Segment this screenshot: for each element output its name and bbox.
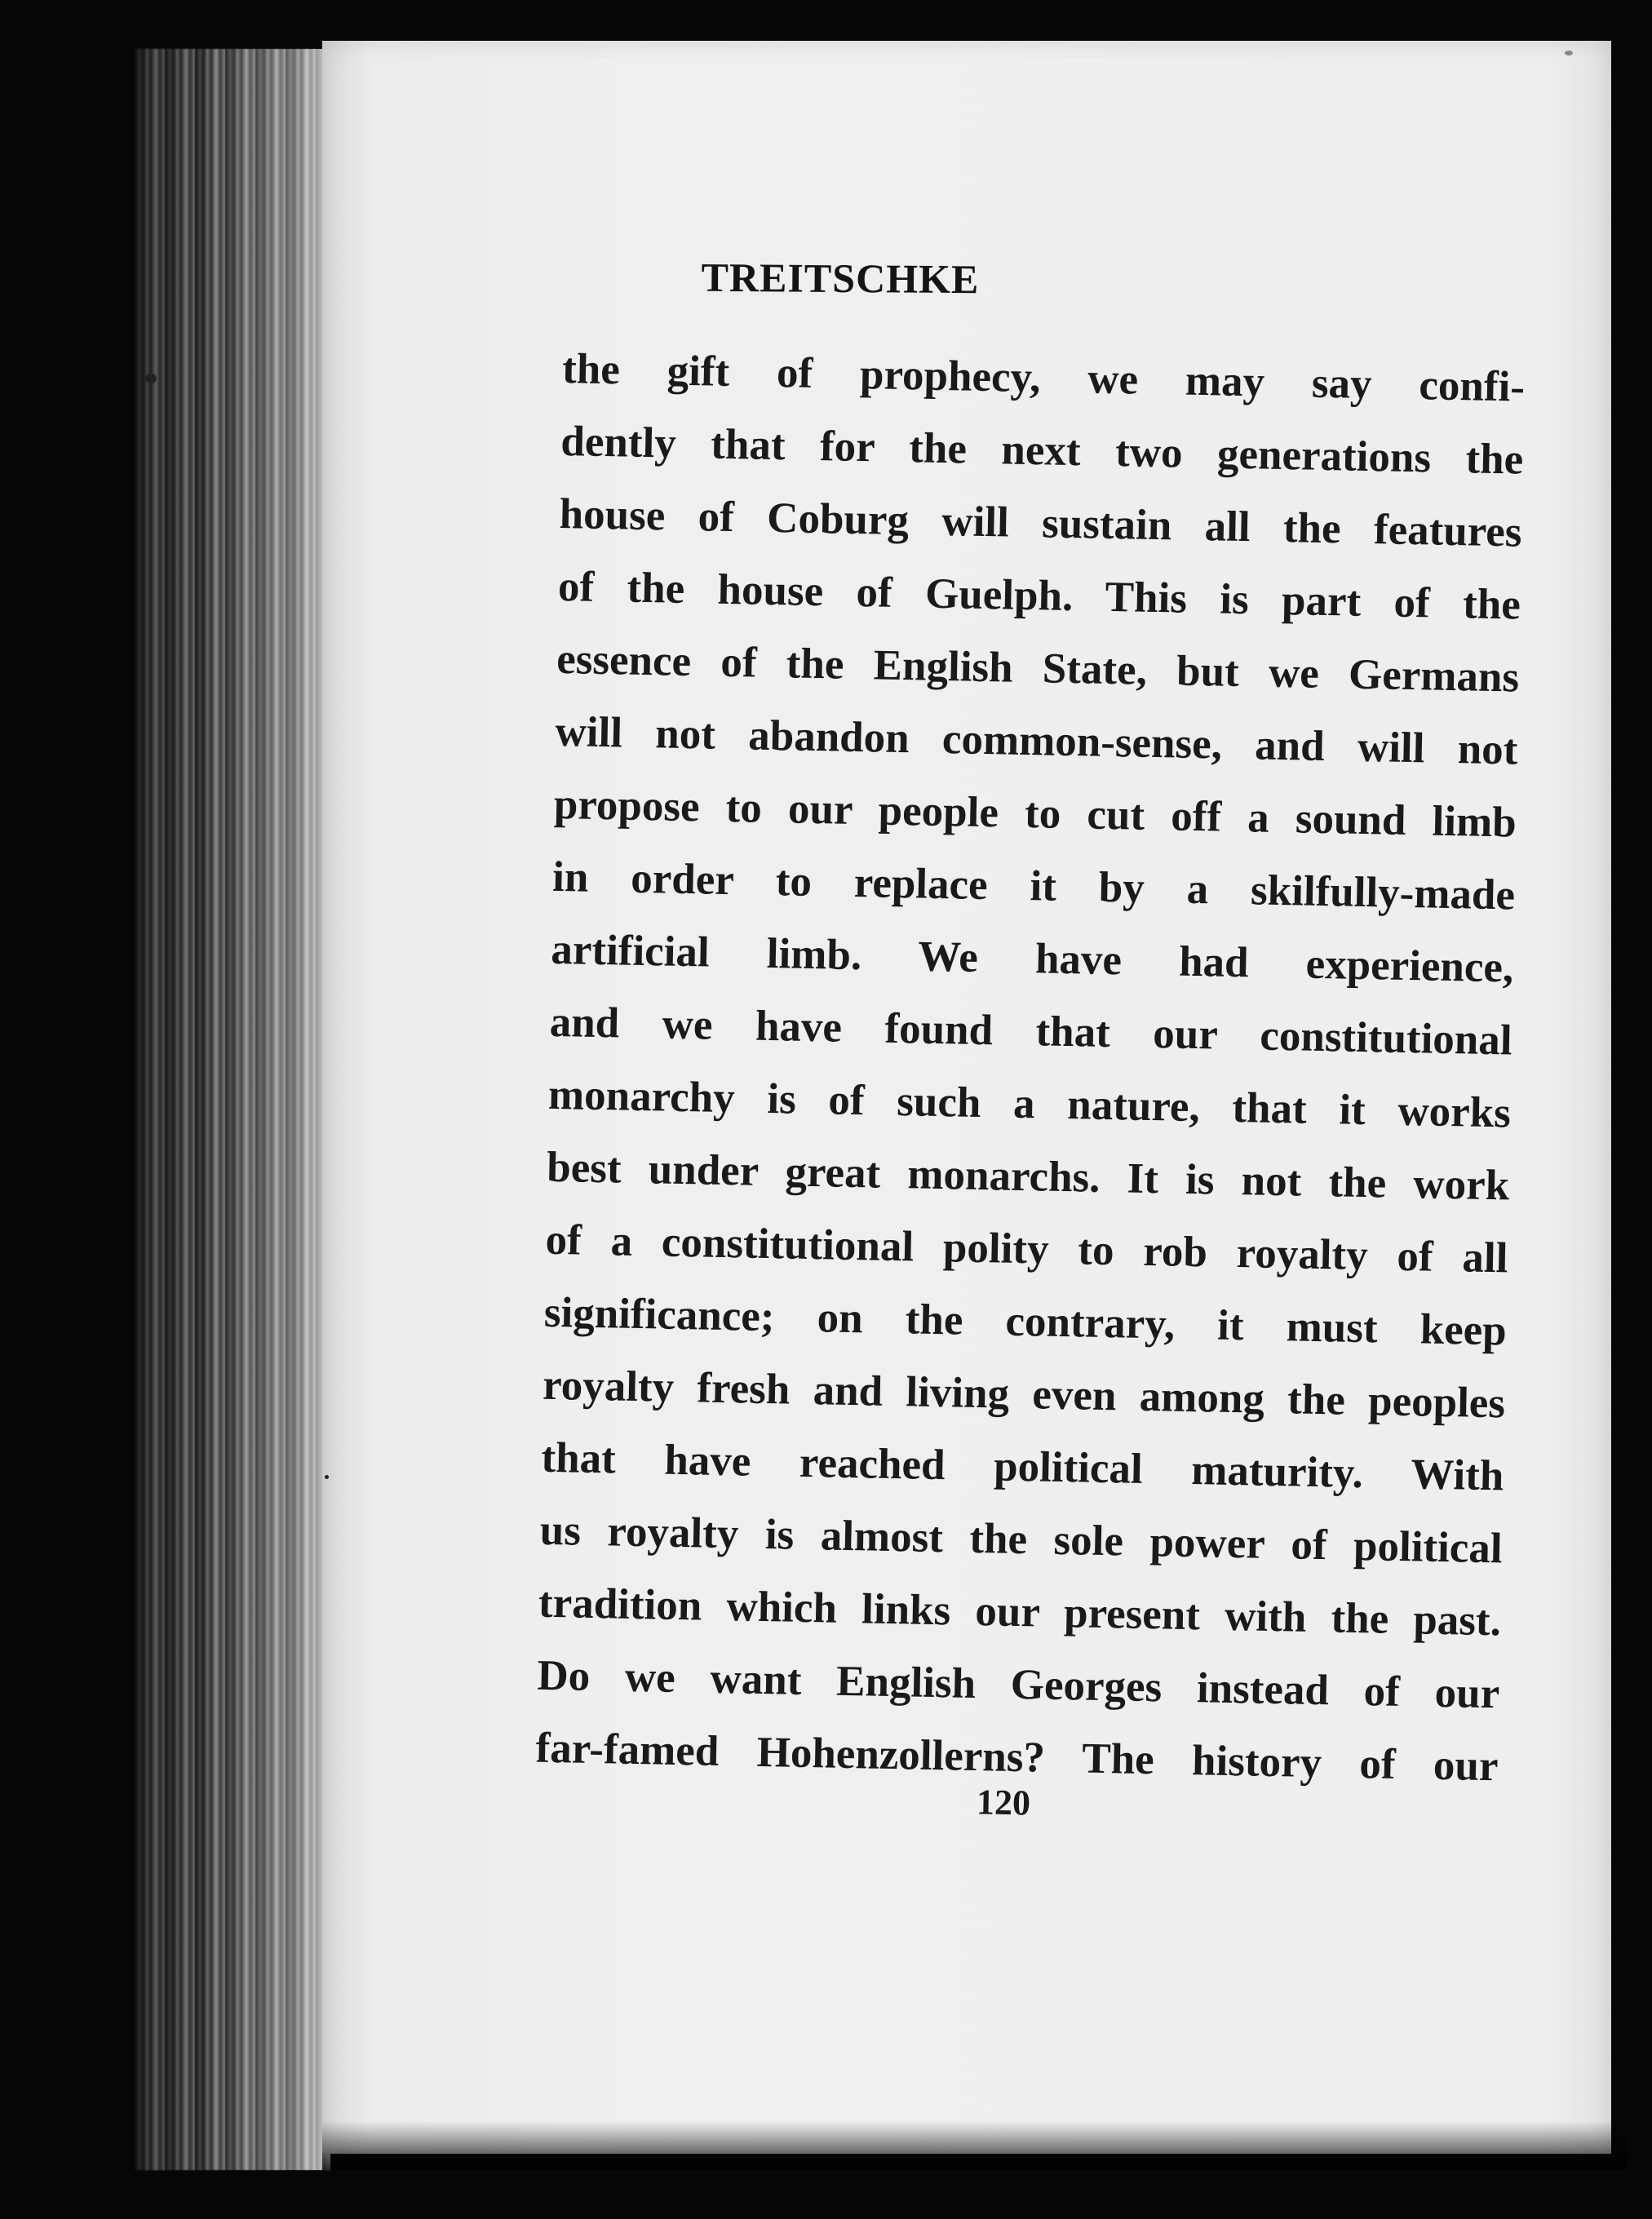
text-line: dently that for the next two generations the	[560, 417, 1524, 484]
running-head: TREITSCHKE	[701, 254, 980, 303]
text-line: of a constitutional polity to rob royalty of all	[545, 1216, 1508, 1282]
text-line: monarchy is of such a nature, that it works	[547, 1070, 1512, 1137]
text-line: Do we want English Georges instead of our	[536, 1651, 1500, 1718]
text-line: far-famed Hohenzollerns? The history of our	[535, 1724, 1499, 1791]
page-edge-shading	[135, 49, 330, 2170]
text-line: will not abandon common-sense, and will not	[555, 707, 1518, 774]
body-text	[535, 333, 1526, 1803]
text-line: royalty fresh and living even among the peoples	[542, 1361, 1506, 1428]
text-line: in order to replace it by a skilfully-made	[551, 853, 1516, 919]
text-line: tradition which links our present with the past.	[538, 1579, 1502, 1645]
text-line: best under great monarchs. It is not the work	[546, 1143, 1510, 1210]
scan-speck	[325, 1475, 329, 1479]
text-line: and we have found that our constitutional	[549, 998, 1513, 1065]
page-bottom-shadow	[322, 2121, 1628, 2170]
scan-speck	[1565, 51, 1573, 55]
text-line: house of Coburg will sustain all the features	[559, 489, 1523, 556]
text-line: the gift of prophecy, we may say confi-	[561, 344, 1526, 411]
text-line: propose to our people to cut off a sound limb	[553, 780, 1517, 847]
text-line: significance; on the contrary, it must keep	[543, 1288, 1508, 1355]
scan-speck	[145, 374, 157, 383]
text-line: essence of the English State, but we Germans	[556, 635, 1520, 702]
text-line: of the house of Guelph. This is part of the	[557, 562, 1521, 629]
text-line: that have reached political maturity. With	[540, 1433, 1504, 1500]
text-line: artificial limb. We have had experience,	[550, 925, 1514, 992]
page-number: 120	[976, 1782, 1031, 1823]
text-line: us royalty is almost the sole power of political	[539, 1506, 1504, 1573]
